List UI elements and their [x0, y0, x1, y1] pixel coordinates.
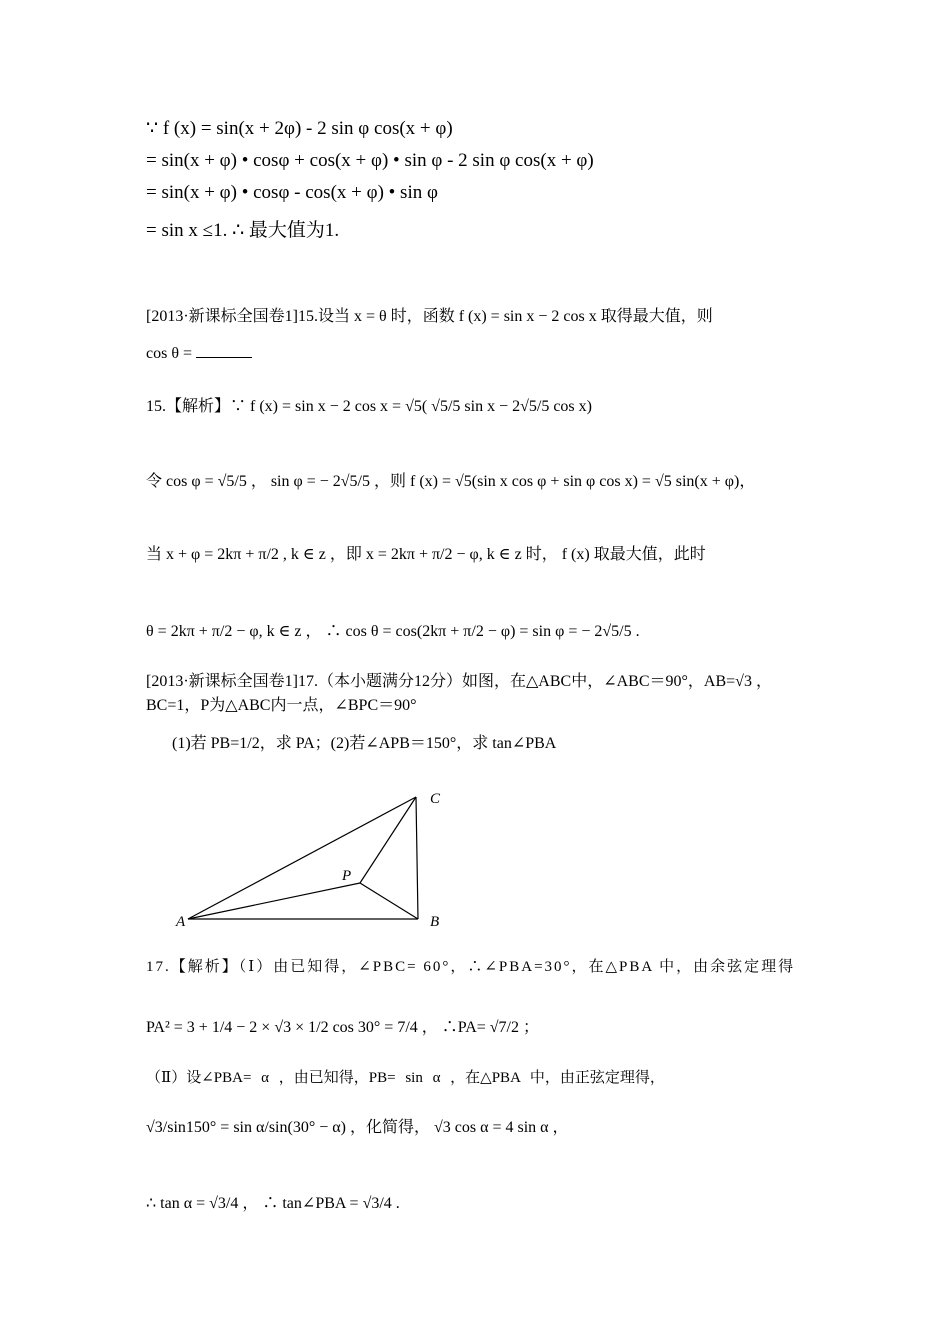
segment-ap [188, 883, 360, 919]
proof-line-3 [146, 182, 438, 204]
proof-line-2 [146, 150, 594, 172]
q17-parts [172, 730, 556, 753]
q15-sol-line-1-text: ∵ f (x) = sin x − 2 cos x = √5( √5/5 sin x − 2√5/5 cos x) [230, 398, 592, 415]
q15-sol-line-3-text: 当 x + φ = 2kπ + π/2 , k ∈ z ，即 x = 2kπ + π/2 − φ, k ∈ z 时， f (x) 取最大值，此时 [146, 546, 706, 563]
segment-bc [416, 797, 418, 919]
q17-sol-label: 17.【解析】 [146, 959, 239, 975]
q17-stem-1-text: （本小题满分12分）如图，在△ABC中，∠ABC＝90°，AB=√3 ， [318, 673, 772, 690]
q15-stem-text: 设当 x = θ 时，函数 f (x) = sin x − 2 cos x 取得最大值，则 [318, 308, 713, 325]
segment-cp [360, 797, 416, 883]
q17-solution-line-1 [146, 955, 795, 976]
q17-sol-line-1-text: （Ⅰ）由已知得，∠PBC= 60°，∴∠PBA=30°，在△PBA 中，由余弦定理得 [238, 959, 796, 975]
q17-solution-line-5 [146, 1190, 400, 1213]
label-b: B [430, 914, 440, 930]
q17-solution-line-4 [146, 1114, 569, 1137]
q15-solution-line-3 [146, 541, 706, 564]
q17-stem-2-text: BC=1，P为△ABC内一点，∠BPC＝90° [146, 697, 417, 714]
q17-stem-1 [146, 668, 772, 691]
q17-solution-line-2 [146, 1014, 539, 1037]
q17-solution-line-3 [146, 1066, 665, 1087]
q17-parts-text: (1)若 PB=1/2，求 PA；(2)若∠APB＝150°，求 tan∠PBA [172, 735, 557, 752]
q15-source: [2013·新课标全国卷1]15. [146, 308, 318, 325]
q15-solution-line-4 [146, 618, 640, 641]
q15-solution-line-1 [146, 393, 592, 416]
q15-stem [146, 303, 713, 326]
q15-answer-blank[interactable] [196, 342, 252, 358]
q17-sol-line-3-text: （Ⅱ）设∠PBA= α ，由已知得，PB= sin α ，在△PBA 中，由正弦定理得， [146, 1070, 665, 1086]
q15-sol-label: 15.【解析】 [146, 398, 231, 415]
proof-line-4 [146, 215, 339, 242]
label-a: A [176, 914, 186, 930]
segment-ac [188, 797, 416, 919]
q17-source: [2013·新课标全国卷1]17. [146, 673, 318, 690]
proof-line-1-text: ∵ f (x) = sin(x + 2φ) - 2 sin φ cos(x + φ) [146, 118, 453, 139]
q17-sol-line-5-text: ∴ tan α = √3/4 ， ∴ tan∠PBA = √3/4 . [146, 1195, 400, 1212]
q17-stem-2 [146, 692, 417, 715]
q15-answer-prefix: cos θ = [146, 345, 193, 362]
q17-sol-line-2-text: PA² = 3 + 1/4 − 2 × √3 × 1/2 cos 30° = 7/4 ， ∴PA= √7/2 ； [146, 1019, 540, 1036]
proof-line-2-text: = sin(x + φ) • cosφ + cos(x + φ) • sin φ - 2 sin φ cos(x + φ) [146, 150, 594, 171]
label-c: C [430, 791, 441, 807]
proof-line-1 [146, 117, 453, 140]
proof-line-3-text: = sin(x + φ) • cosφ - cos(x + φ) • sin φ [146, 182, 438, 203]
q15-answer-line [146, 342, 252, 363]
q15-sol-line-4-text: θ = 2kπ + π/2 − φ, k ∈ z ， ∴ cos θ = cos(2kπ + π/2 − φ) = sin φ = − 2√5/5 . [146, 623, 640, 640]
label-p: P [342, 868, 352, 884]
proof-line-4-text: = sin x ≤1. ∴ 最大值为1. [146, 220, 340, 241]
q17-sol-line-4-text: √3/sin150° = sin α/sin(30° − α) ，化简得， √3 cos α = 4 sin α ， [146, 1119, 569, 1136]
segment-bp [360, 883, 418, 919]
q15-solution-line-2 [146, 468, 755, 491]
q15-sol-line-2-text: 令 cos φ = √5/5 ， sin φ = − 2√5/5 ，则 f (x) = √5(sin x cos φ + sin φ cos x) = √5 sin(x + φ)， [146, 473, 756, 490]
triangle-figure [170, 785, 460, 935]
